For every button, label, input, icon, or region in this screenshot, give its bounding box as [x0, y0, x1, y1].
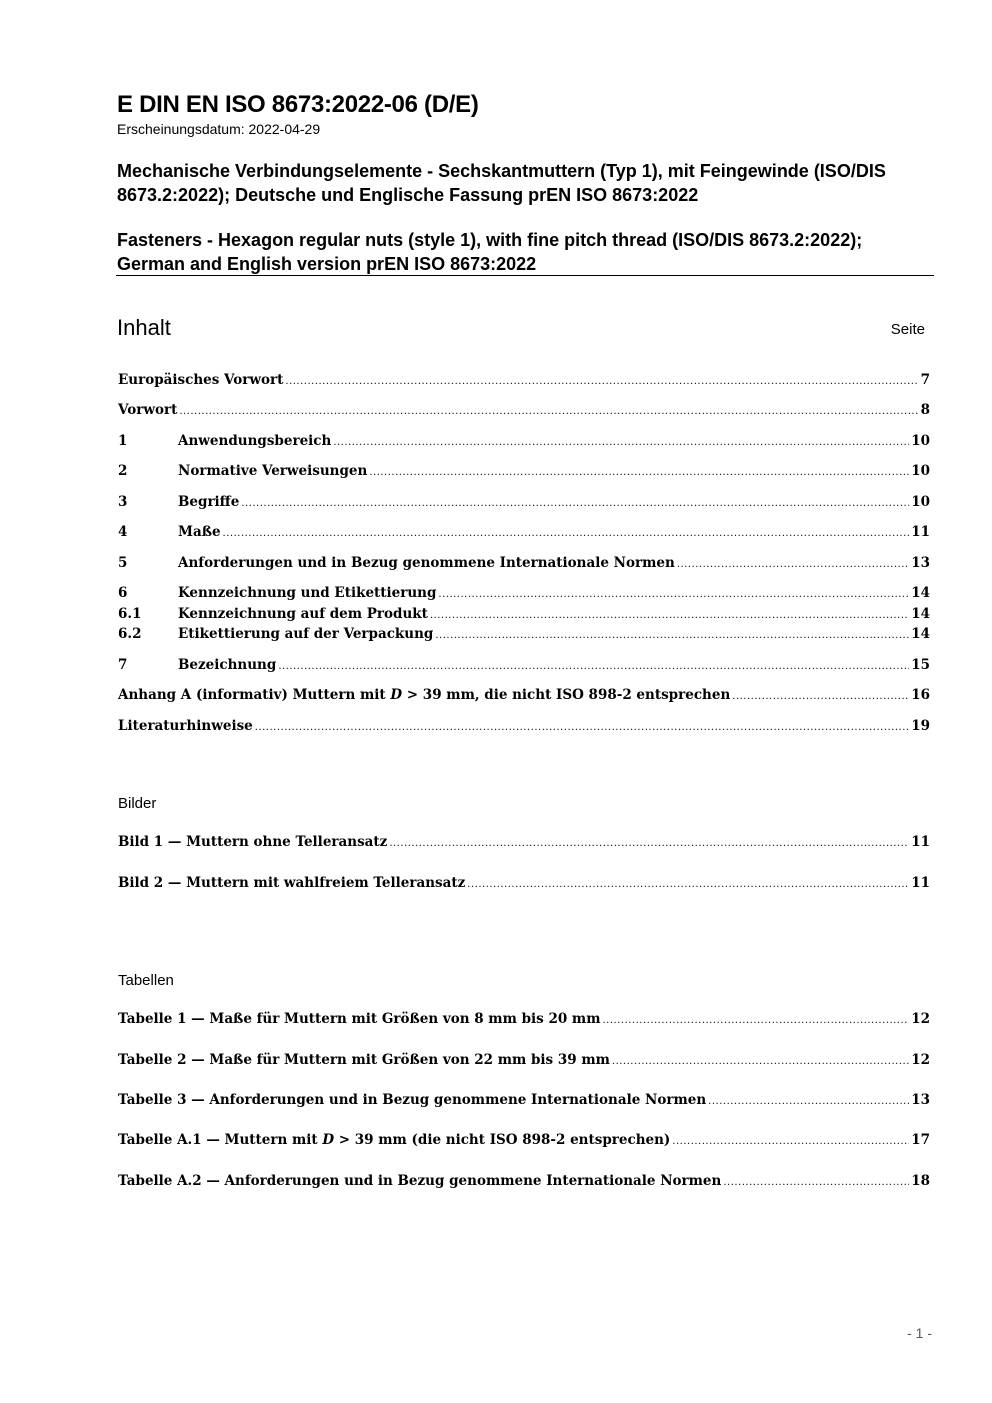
toc-heading: Inhalt: [117, 315, 171, 340]
toc-entry-page: 15: [911, 657, 930, 673]
document-title: E DIN EN ISO 8673:2022-06 (D/E): [117, 91, 479, 118]
toc-entry-number: 4: [118, 524, 128, 540]
table-entry[interactable]: [118, 1173, 930, 1193]
figure-entry-text: Bild 2 — Muttern mit wahlfreiem Telleransatz: [118, 875, 466, 891]
toc-entry[interactable]: [118, 433, 930, 453]
toc-leader: [435, 630, 909, 641]
toc-leader: [223, 528, 910, 539]
toc-entry[interactable]: [118, 606, 930, 626]
toc-entry[interactable]: [118, 524, 930, 544]
toc-leader: [179, 406, 918, 417]
table-entry-text: Tabelle 1 — Maße für Muttern mit Größen von 8 mm bis 20 mm: [118, 1011, 601, 1027]
toc-entry-page: 14: [911, 585, 930, 601]
toc-entry-page: 10: [911, 463, 930, 479]
tables-heading: Tabellen: [118, 972, 174, 989]
variable-d: D: [322, 1132, 335, 1148]
toc-leader: [603, 1015, 910, 1026]
toc-entry-text: Bezeichnung: [178, 657, 277, 673]
toc-leader: [732, 691, 909, 702]
toc-entry-text: Begriffe: [178, 494, 240, 510]
toc-entry-text: Kennzeichnung und Etikettierung: [178, 585, 437, 601]
toc-leader: [430, 610, 909, 621]
toc-leader: [708, 1096, 909, 1107]
toc-entry-text: Vorwort: [118, 402, 178, 418]
figure-entry-text: Bild 1 — Muttern ohne Telleransatz: [118, 834, 388, 850]
toc-entry-number: 6: [118, 585, 128, 601]
table-entry-text: Tabelle A.1 — Muttern mit D > 39 mm (die nicht ISO 898-2 entsprechen): [118, 1132, 671, 1148]
toc-entry[interactable]: [118, 555, 930, 575]
toc-entry-text: Anwendungsbereich: [178, 433, 332, 449]
toc-entry-text: Maße: [178, 524, 221, 540]
toc-leader: [677, 559, 909, 570]
toc-entry-text: Normative Verweisungen: [178, 463, 368, 479]
toc-entry-number: 3: [118, 494, 128, 510]
toc-entry-page: 7: [920, 372, 930, 388]
toc-leader: [389, 838, 909, 849]
toc-leader: [612, 1056, 909, 1067]
figure-entry-page: 11: [911, 834, 930, 850]
figure-entry-page: 11: [911, 875, 930, 891]
toc-entry-text: Kennzeichnung auf dem Produkt: [178, 606, 428, 622]
table-entry-page: 17: [911, 1132, 930, 1148]
toc-entry-text: Etikettierung auf der Verpackung: [178, 626, 434, 642]
toc-leader: [672, 1136, 909, 1147]
toc-leader: [467, 879, 909, 890]
toc-entry-page: 11: [911, 524, 930, 540]
toc-entry-number: 1: [118, 433, 128, 449]
title-german: Mechanische Verbindungselemente - Sechskantmuttern (Typ 1), mit Feingewinde (ISO/DIS 8673.2:2022); Deutsche und Englische Fassung prEN ISO 8673:2022: [117, 161, 886, 205]
toc-entry-text: Literaturhinweise: [118, 718, 253, 734]
toc-entry-number: 6.1: [118, 606, 142, 622]
toc-entry[interactable]: [118, 463, 930, 483]
toc-entry[interactable]: [118, 372, 930, 392]
toc-entry-page: 8: [920, 402, 930, 418]
table-entry-page: 18: [911, 1173, 930, 1189]
title-english: Fasteners - Hexagon regular nuts (style 1), with fine pitch thread (ISO/DIS 8673.2:2022); German and English version prEN ISO 8673:2022: [117, 230, 863, 274]
toc-entry-page: 10: [911, 494, 930, 510]
toc-leader: [369, 467, 909, 478]
toc-entry[interactable]: [118, 402, 930, 422]
table-entry[interactable]: [118, 1132, 930, 1152]
toc-entry-page: 19: [911, 718, 930, 734]
toc-leader: [255, 722, 909, 733]
toc-entry-number: 7: [118, 657, 128, 673]
publication-date: Erscheinungsdatum: 2022-04-29: [117, 121, 321, 137]
toc-entry-page: 10: [911, 433, 930, 449]
table-entry[interactable]: [118, 1092, 930, 1112]
figure-entry[interactable]: [118, 875, 930, 895]
toc-entry-page: 14: [911, 626, 930, 642]
variable-d: D: [390, 687, 403, 703]
table-entry-text: Tabelle 2 — Maße für Muttern mit Größen von 22 mm bis 39 mm: [118, 1052, 610, 1068]
toc-page-label: Seite: [890, 321, 925, 338]
toc-entry-page: 16: [911, 687, 930, 703]
toc-entry[interactable]: [118, 626, 930, 646]
toc-entry[interactable]: [118, 687, 930, 707]
toc-entry-number: 6.2: [118, 626, 142, 642]
toc-entry-number: 5: [118, 555, 128, 571]
toc-leader: [333, 437, 909, 448]
toc-entry-page: 13: [911, 555, 930, 571]
toc-entry[interactable]: [118, 494, 930, 514]
toc-entry-text: Anhang A (informativ) Muttern mit D > 39 mm, die nicht ISO 898-2 entsprechen: [118, 687, 731, 703]
figures-heading: Bilder: [118, 795, 157, 812]
toc-entry[interactable]: [118, 657, 930, 677]
toc-leader: [285, 376, 918, 387]
table-entry-text: Tabelle 3 — Anforderungen und in Bezug genommene Internationale Normen: [118, 1092, 707, 1108]
table-entry-text: Tabelle A.2 — Anforderungen und in Bezug genommene Internationale Normen: [118, 1173, 722, 1189]
table-entry-page: 12: [911, 1011, 930, 1027]
page-number: - 1 -: [907, 1325, 932, 1341]
figure-entry[interactable]: [118, 834, 930, 854]
toc-entry-page: 14: [911, 606, 930, 622]
table-entry-page: 12: [911, 1052, 930, 1068]
toc-leader: [723, 1177, 909, 1188]
table-entry[interactable]: [118, 1052, 930, 1072]
table-entry-page: 13: [911, 1092, 930, 1108]
toc-entry-text: Anforderungen und in Bezug genommene Internationale Normen: [178, 555, 675, 571]
toc-leader: [278, 661, 909, 672]
toc-entry[interactable]: [118, 585, 930, 605]
toc-leader: [438, 589, 909, 600]
toc-entry-text: Europäisches Vorwort: [118, 372, 284, 388]
toc-leader: [241, 498, 909, 509]
toc-entry-number: 2: [118, 463, 128, 479]
toc-entry[interactable]: [118, 718, 930, 738]
title-divider: [116, 275, 934, 276]
table-entry[interactable]: [118, 1011, 930, 1031]
